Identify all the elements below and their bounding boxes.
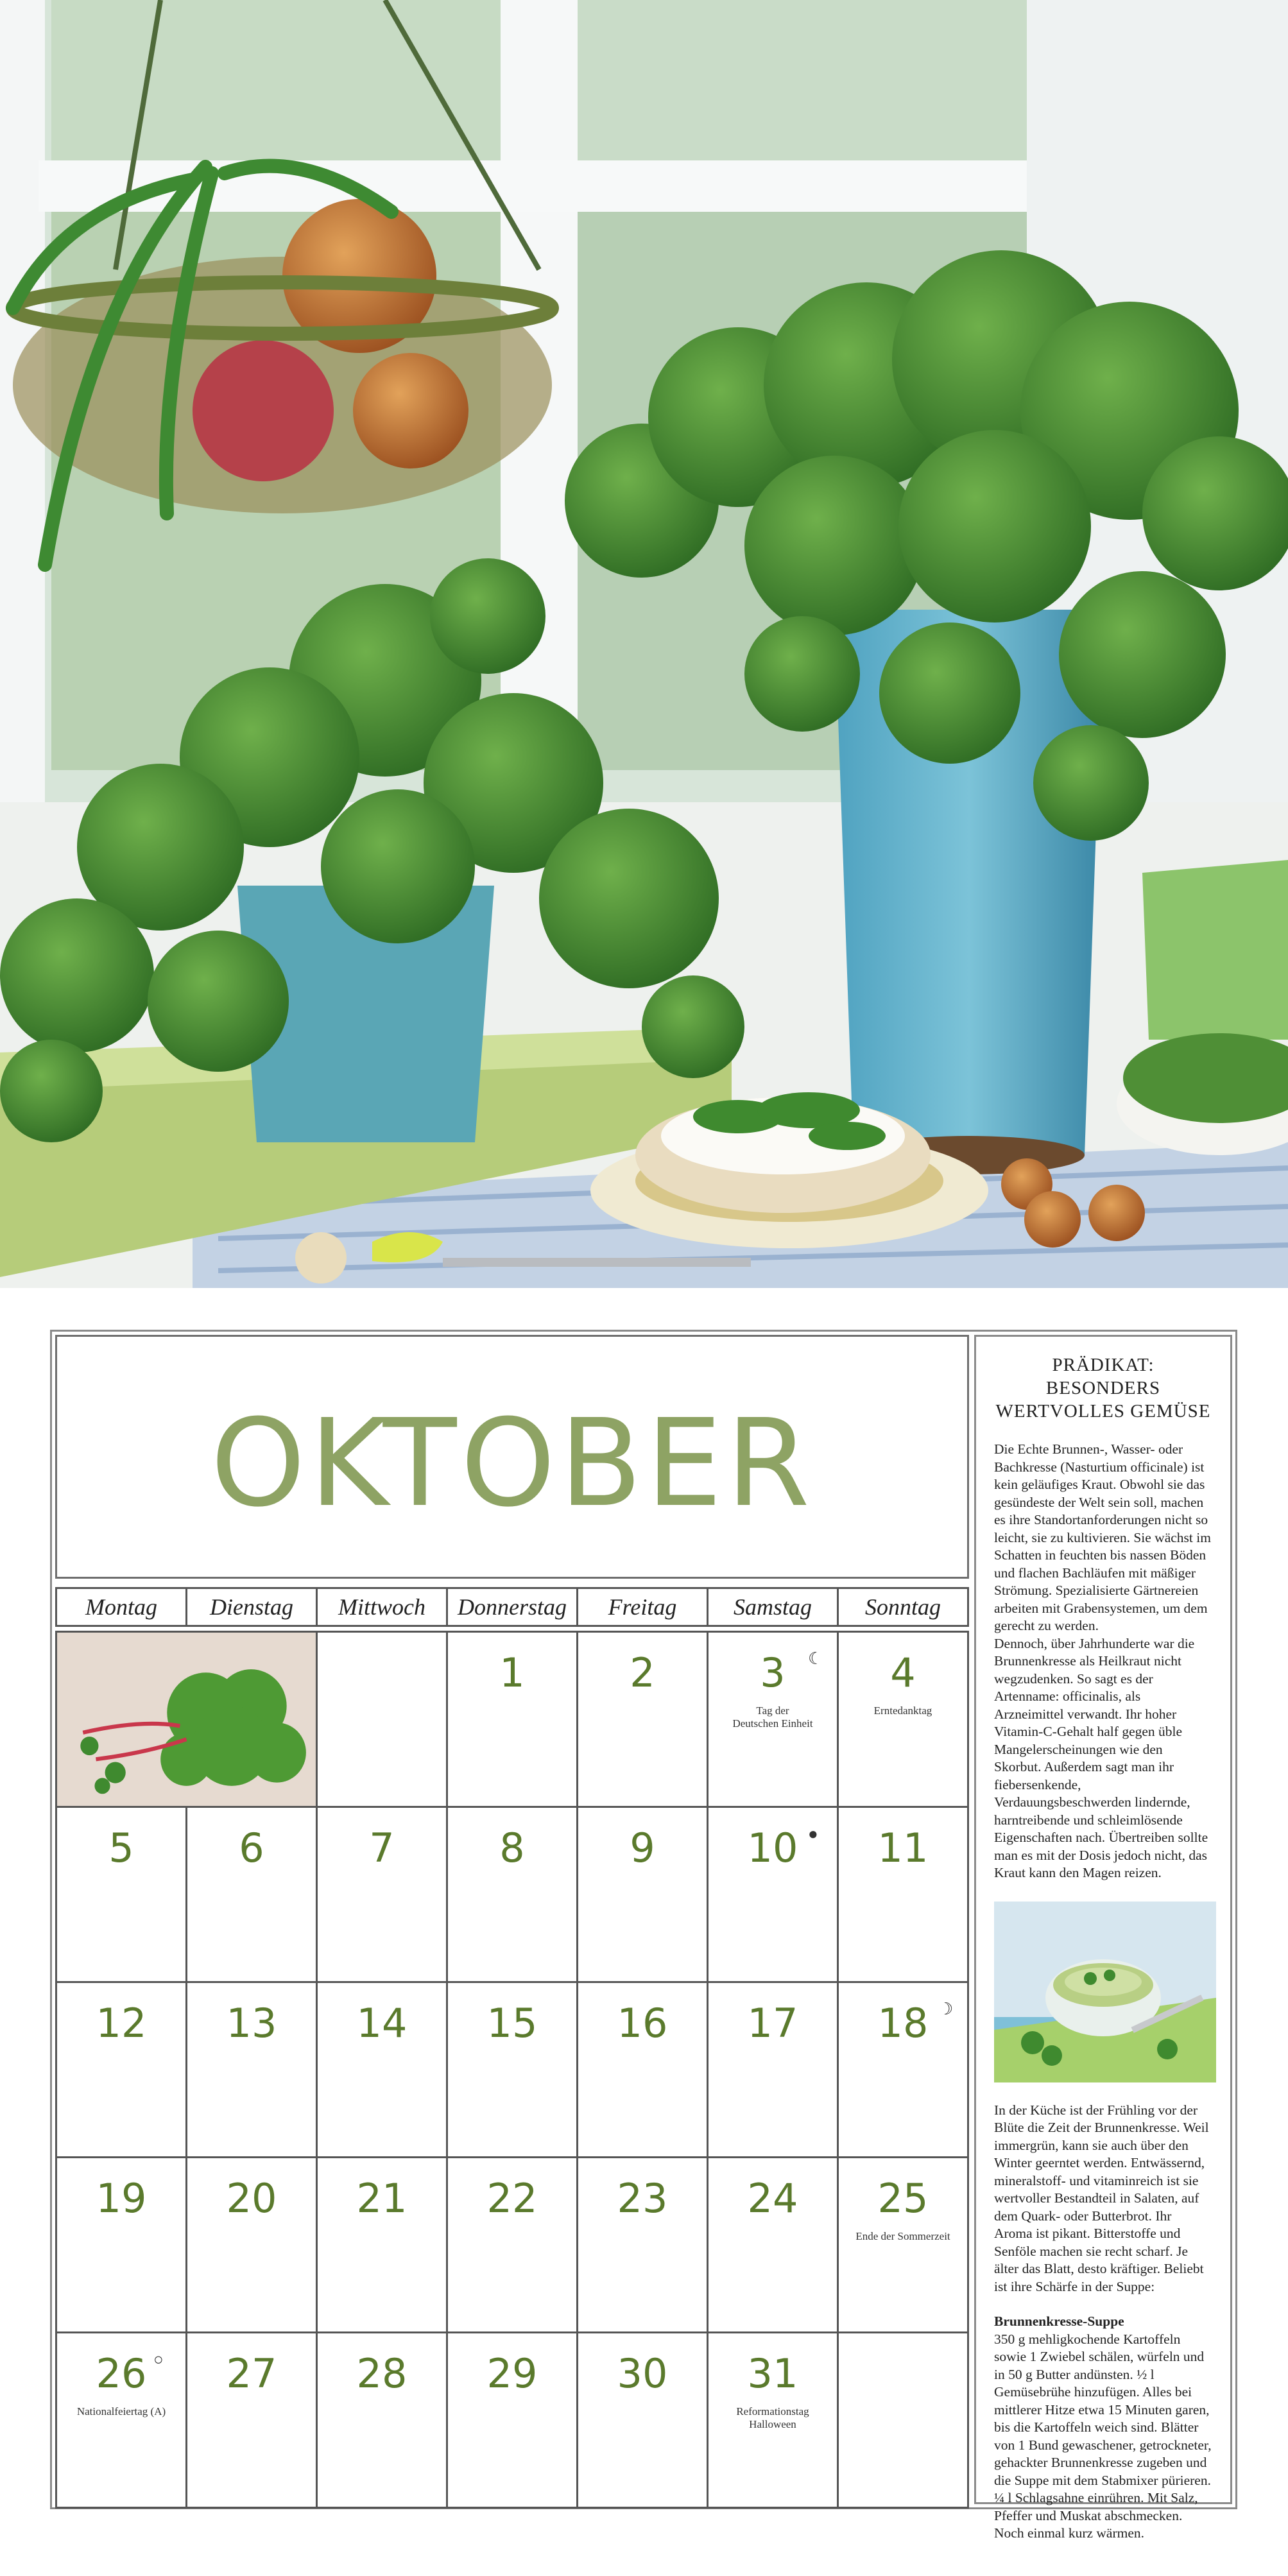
day-number: 2: [630, 1649, 655, 1696]
new-moon-icon: ●: [808, 1825, 818, 1843]
weekday-montag: Montag: [56, 1588, 187, 1626]
day-number: 11: [877, 1825, 929, 1871]
week-row: [56, 1632, 968, 1807]
weekday-donnerstag: Donnerstag: [447, 1588, 578, 1626]
holiday-note: Nationalfeiertag (A): [76, 2405, 166, 2417]
sidebar-paragraph-1: Die Echte Brunnen-, Wasser- oder Bachkresse (Nasturtium officinale) ist kein geläufiges Kraut. Obwohl sie das gesündeste der Welt sein soll, machen es ihre Standortanforderungen nicht so leicht, sie zu kultivieren. Sie wächst im Schatten in feuchten bis nassen Böden und flachen Bachläufen mit mäßiger Strömung. Spezialisierte Gärtnereien arbeiten mit Grabensystemen, um dem gerecht zu werden.: [994, 1441, 1211, 1633]
recipe-title: Brunnenkresse-Suppe: [994, 2314, 1124, 2329]
day-number: 3: [760, 1649, 786, 1696]
day-number: 18: [877, 2000, 929, 2047]
day-cell: [447, 1632, 578, 1807]
weekday-freitag: Freitag: [578, 1588, 708, 1626]
day-cell: [447, 2158, 578, 2333]
day-number: 21: [356, 2175, 408, 2222]
weekday-samstag: Samstag: [708, 1588, 838, 1626]
day-cell: [187, 1982, 317, 2158]
day-number: 17: [747, 2000, 798, 2047]
day-number: 9: [630, 1825, 655, 1871]
day-cell: [56, 2158, 187, 2333]
sidebar-paragraph-3: In der Küche ist der Frühling vor der Blüte die Zeit der Brunnenkresse. Weil immergrün, kann sie auch über den Winter geerntet werden. Entwässernd, mineralstoff- und vitaminreich ist sie wertvoller Bestandteil in Salaten, auf dem Quark- oder Butterbrot. Ihr Aroma ist pikant. Bitterstoffe und Senföle machen sie recht scharf. Je älter das Blatt, desto kräftiger. Beliebt ist ihre Schärfe in der Suppe:: [994, 2102, 1209, 2294]
day-cell: [317, 2158, 447, 2333]
day-cell: [56, 1807, 187, 1982]
day-number: 13: [226, 2000, 277, 2047]
soup-photo: [994, 1902, 1216, 2082]
week-row: [56, 2333, 968, 2508]
day-cell: [187, 2333, 317, 2508]
month-thumbnail-photo: [56, 1632, 317, 1807]
day-number: 10: [747, 1825, 798, 1871]
day-number: 12: [96, 2000, 147, 2047]
day-number: 8: [499, 1825, 525, 1871]
day-cell: [447, 1807, 578, 1982]
day-number: 5: [108, 1825, 134, 1871]
day-number: 20: [226, 2175, 277, 2222]
day-cell: [187, 2158, 317, 2333]
sidebar: [974, 1335, 1232, 2541]
day-number: 1: [499, 1649, 525, 1696]
weekday-sonntag: Sonntag: [838, 1588, 968, 1626]
day-cell: [56, 2333, 187, 2508]
day-number: 15: [486, 2000, 538, 2047]
day-cell: [838, 1632, 968, 1807]
month-title: OKTOBER: [210, 1393, 814, 1534]
day-number: 26: [96, 2350, 147, 2397]
day-cell: [317, 1807, 447, 1982]
day-number: 7: [369, 1825, 395, 1871]
day-cell: [708, 2158, 838, 2333]
day-cell: [317, 1982, 447, 2158]
day-number: 22: [486, 2175, 538, 2222]
day-number: 30: [617, 2350, 668, 2397]
week-row: [56, 1982, 968, 2158]
day-cell: [578, 1982, 708, 2158]
empty-day-cell: [838, 2333, 968, 2508]
first-quarter-moon-icon: ☽: [938, 2000, 954, 2018]
day-cell: [447, 2333, 578, 2508]
day-cell: [447, 1982, 578, 2158]
recipe-text: 350 g mehligkochende Kartoffeln sowie 1 Zwiebel schälen, würfeln und in 50 g Butter andünsten. ½ l Gemüsebrühe hinzufügen. Alles bei mittlerer Hitze etwa 15 Minuten garen, bis die Kartoffeln weich sind. Blätter von 1 Bund gewaschener, getrockneter, gehackter Brunnenkresse zugeben und die Suppe mit dem Stabmixer pürieren. ¼ l Schlagsahne einrühren. Mit Salz, Pfeffer und Muskat abschmecken. Noch einmal kurz wärmen.: [994, 2331, 1212, 2541]
day-cell: [578, 1632, 708, 1807]
full-moon-icon: ○: [153, 2350, 164, 2369]
day-cell: [578, 2158, 708, 2333]
day-number: 19: [96, 2175, 147, 2222]
sidebar-title: PRÄDIKAT: BESONDERS WERTVOLLES GEMÜSE: [995, 1355, 1211, 1421]
day-number: 14: [356, 2000, 408, 2047]
day-cell: [708, 1632, 838, 1807]
day-number: 6: [239, 1825, 264, 1871]
weekday-mittwoch: Mittwoch: [317, 1588, 447, 1626]
weekday-dienstag: Dienstag: [187, 1588, 317, 1626]
day-cell: [578, 1807, 708, 1982]
empty-day-cell: [317, 1632, 447, 1807]
day-number: 27: [226, 2350, 277, 2397]
day-number: 28: [356, 2350, 408, 2397]
calendar-grid: [55, 1587, 969, 2509]
day-cell: [708, 2333, 838, 2508]
day-number: 31: [747, 2350, 798, 2397]
day-number: 29: [486, 2350, 538, 2397]
day-cell: [578, 2333, 708, 2508]
day-cell: [838, 1807, 968, 1982]
day-cell: [708, 1807, 838, 1982]
day-cell: [317, 2333, 447, 2508]
watercress-thumbnail: [57, 1633, 316, 1806]
month-header: [55, 1335, 969, 1579]
holiday-note: Ende der Sommerzeit: [855, 2230, 950, 2242]
waxing-moon-icon: ☾: [808, 1649, 823, 1668]
week-row: [56, 2158, 968, 2333]
day-number: 23: [617, 2175, 668, 2222]
day-cell: [838, 1982, 968, 2158]
day-cell: [56, 1982, 187, 2158]
day-number: 25: [877, 2175, 929, 2222]
day-cell: [838, 2158, 968, 2333]
week-row: [56, 1807, 968, 1982]
day-number: 4: [890, 1649, 916, 1696]
holiday-note: Tag der Deutschen Einheit: [732, 1704, 813, 1730]
sidebar-paragraph-2: Dennoch, über Jahrhunderte war die Brunnenkresse als Heilkraut nicht wegzudenken. So sagt es der Artenname: officinalis, als Arzneimittel verwandt. Ihr hoher Vitamin-C-Gehalt half gegen üble Mangelerscheinungen wie den Skorbut. Außerdem sagt man ihr fiebersenkende, Verdauungsbeschwerden lindernde, harntreibende und schleimlösende Eigenschaften nach. Übertreiben sollte man es mit der Dosis jedoch nicht, das Kraut kann den Magen reizen.: [994, 1635, 1208, 1880]
holiday-note: Reformationstag Halloween: [736, 2405, 809, 2430]
day-cell: [708, 1982, 838, 2158]
weekday-header-row: [56, 1588, 968, 1626]
day-number: 16: [617, 2000, 668, 2047]
holiday-note: Erntedanktag: [873, 1704, 932, 1717]
day-number: 24: [747, 2175, 798, 2222]
day-cell: [187, 1807, 317, 1982]
